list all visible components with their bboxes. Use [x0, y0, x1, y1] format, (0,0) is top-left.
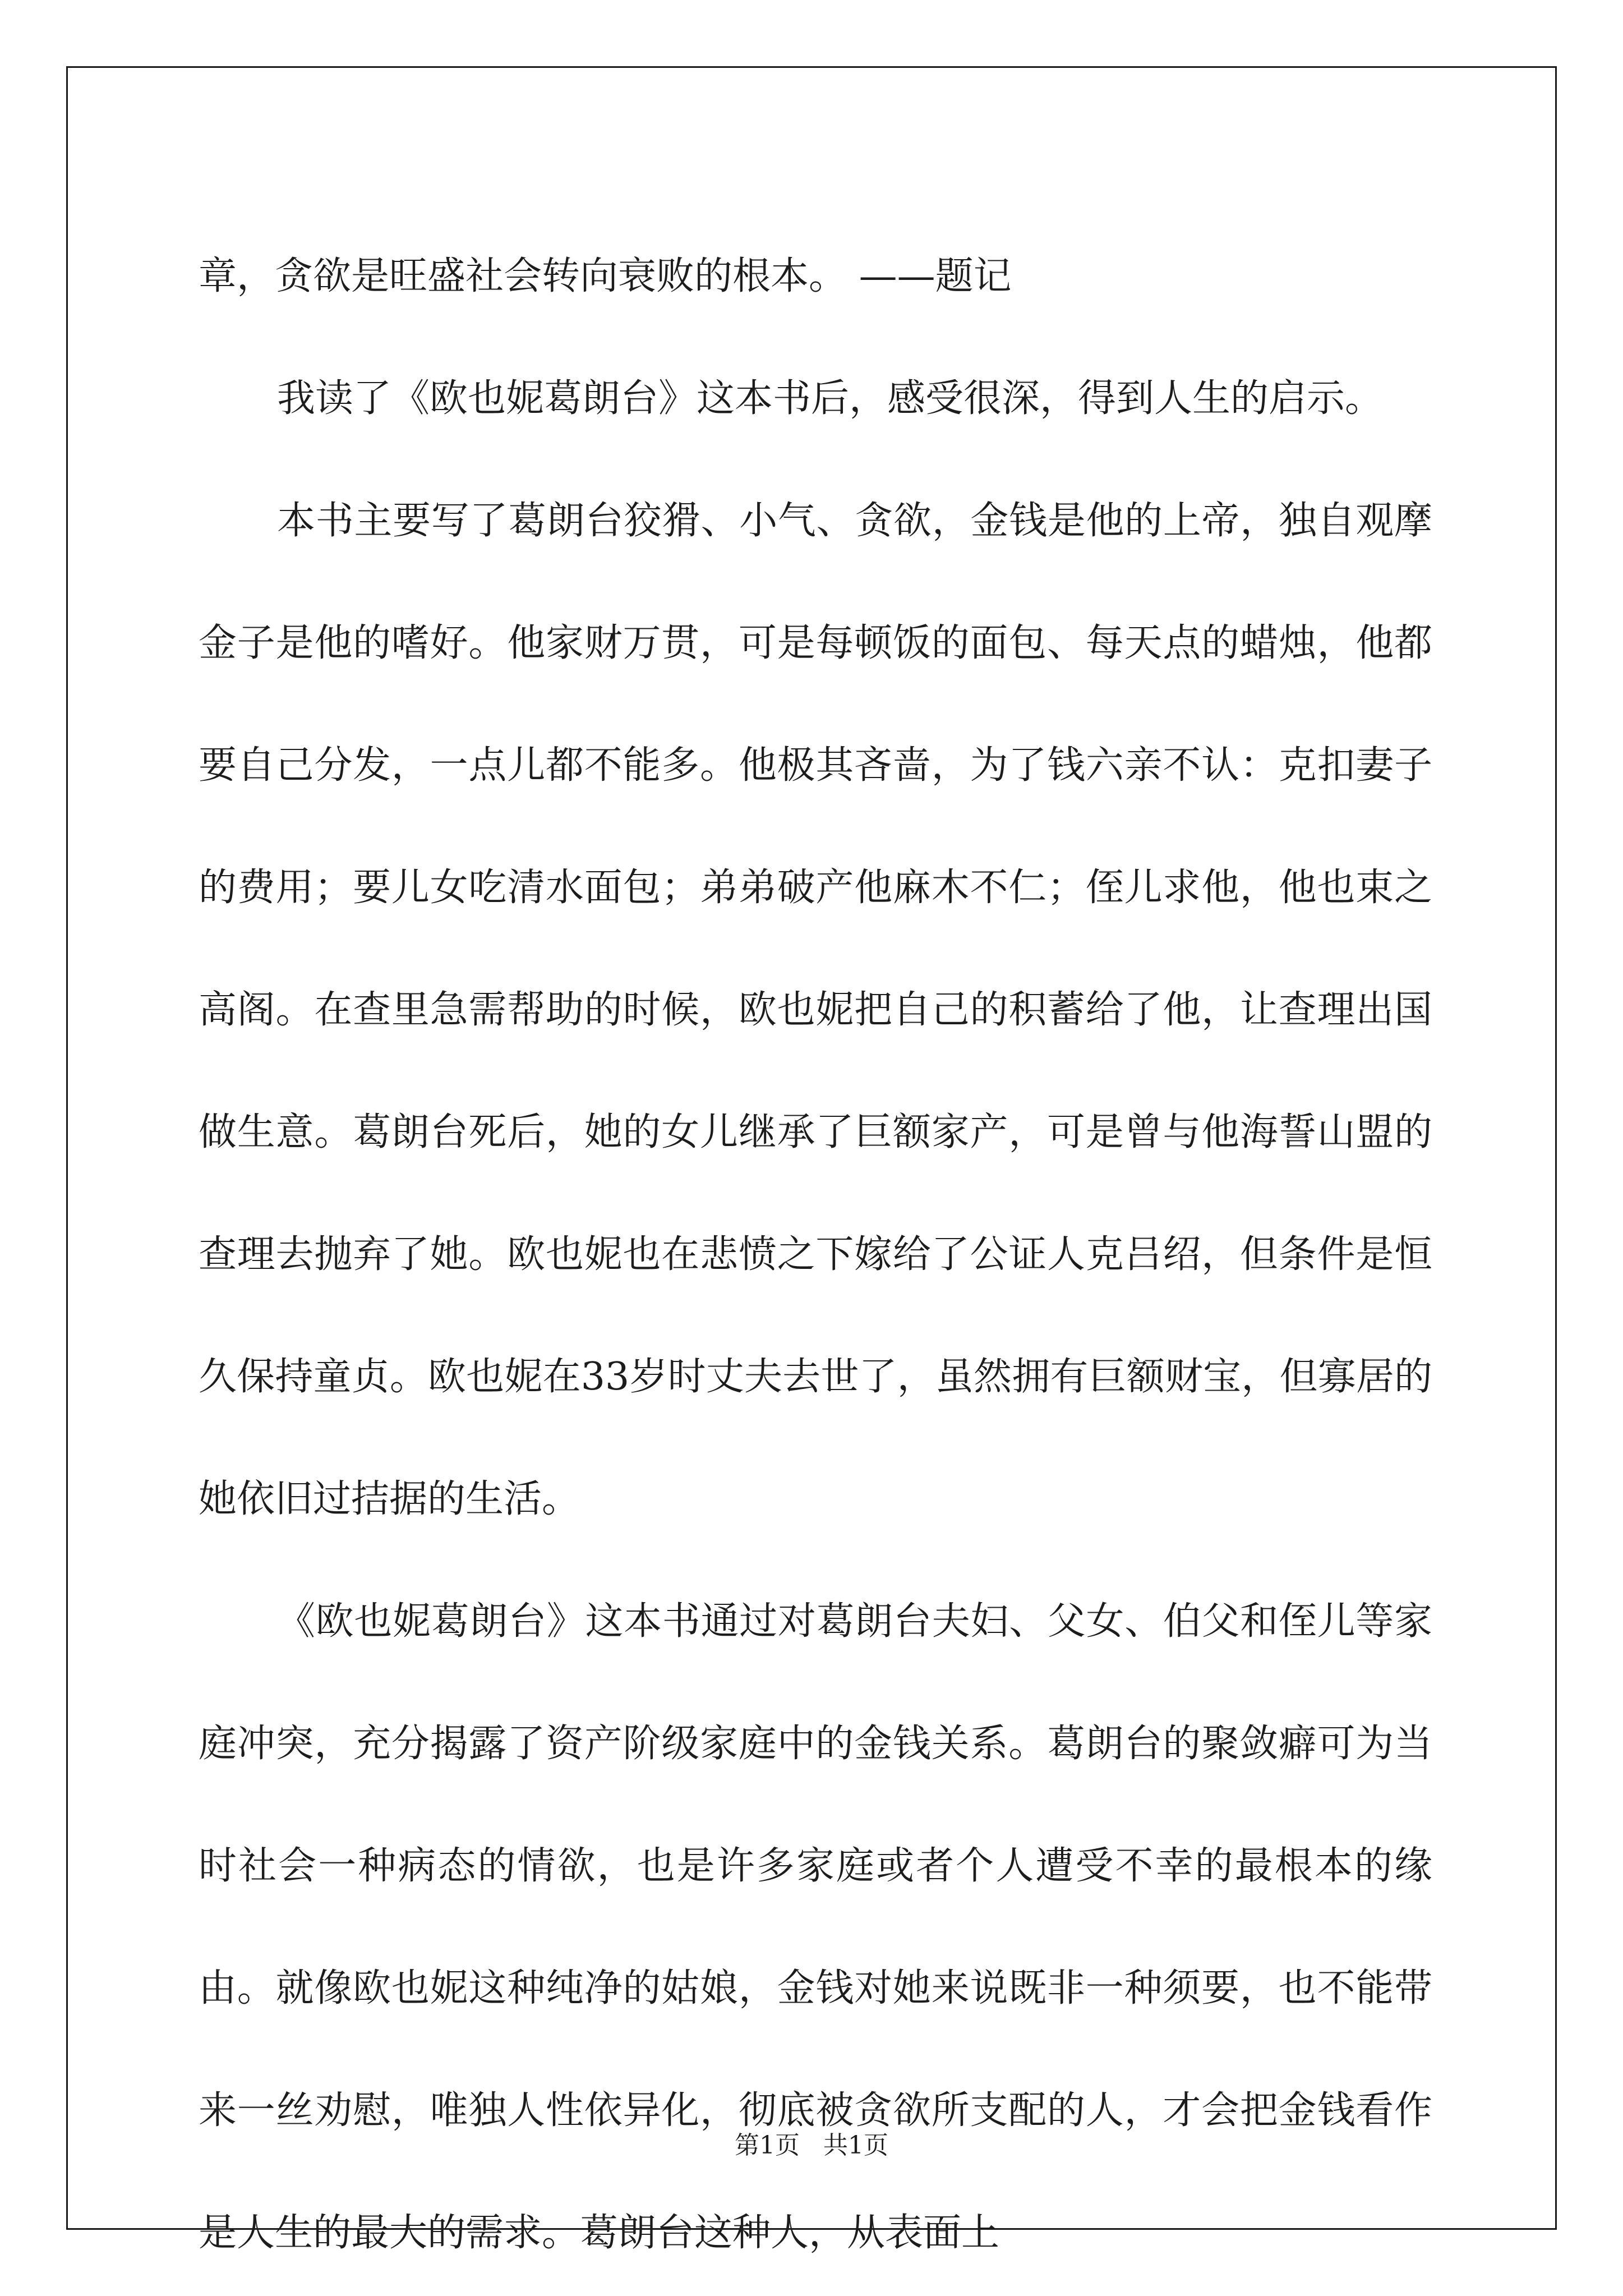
paragraph-3: 本书主要写了葛朗台狡猾、小气、贪欲，金钱是他的上帝，独自观摩金子是他的嗜好。他家财万贯，可是每顿饭的面包、每天点的蜡烛，他都要自己分发，一点儿都不能多。他极其吝啬，为了钱六亲不认：克扣妻子的费用；要儿女吃清水面包；弟弟破产他麻木不仁；侄儿求他，他也束之高阁。在查里急需帮助的时候，欧也妮把自己的积蓄给了他，让查理出国做生意。葛朗台死后，她的女儿继承了巨额家产，可是曾与他海誓山盟的查理去抛弃了她。欧也妮也在悲愤之下嫁给了公证人克吕绍，但条件是恒久保持童贞。欧也妮在33岁时丈夫去世了，虽然拥有巨额财宝，但寡居的她依旧过拮据的生活。	[199, 499, 1432, 1521]
page-footer	[0, 2129, 1623, 2162]
paragraph-1: 章，贪欲是旺盛社会转向衰败的根本。 ——题记	[199, 254, 1012, 298]
page-number: 第1页	[735, 2131, 800, 2160]
document-body	[199, 215, 1432, 2294]
page-total: 共1页	[823, 2131, 888, 2160]
paragraph-2: 我读了《欧也妮葛朗台》这本书后，感受很深，得到人生的启示。	[277, 376, 1384, 421]
paragraph-4: 《欧也妮葛朗台》这本书通过对葛朗台夫妇、父女、伯父和侄儿等家庭冲突，充分揭露了资产阶级家庭中的金钱关系。葛朗台的聚敛癖可为当时社会一种病态的情欲，也是许多家庭或者个人遭受不幸的最根本的缘由。就像欧也妮这种纯净的姑娘，金钱对她来说既非一种须要，也不能带来一丝劝慰，唯独人性依异化，彻底被贪欲所支配的人，才会把金钱看作是人生的最大的需求。葛朗台这种人，从表面上	[199, 1599, 1432, 2255]
